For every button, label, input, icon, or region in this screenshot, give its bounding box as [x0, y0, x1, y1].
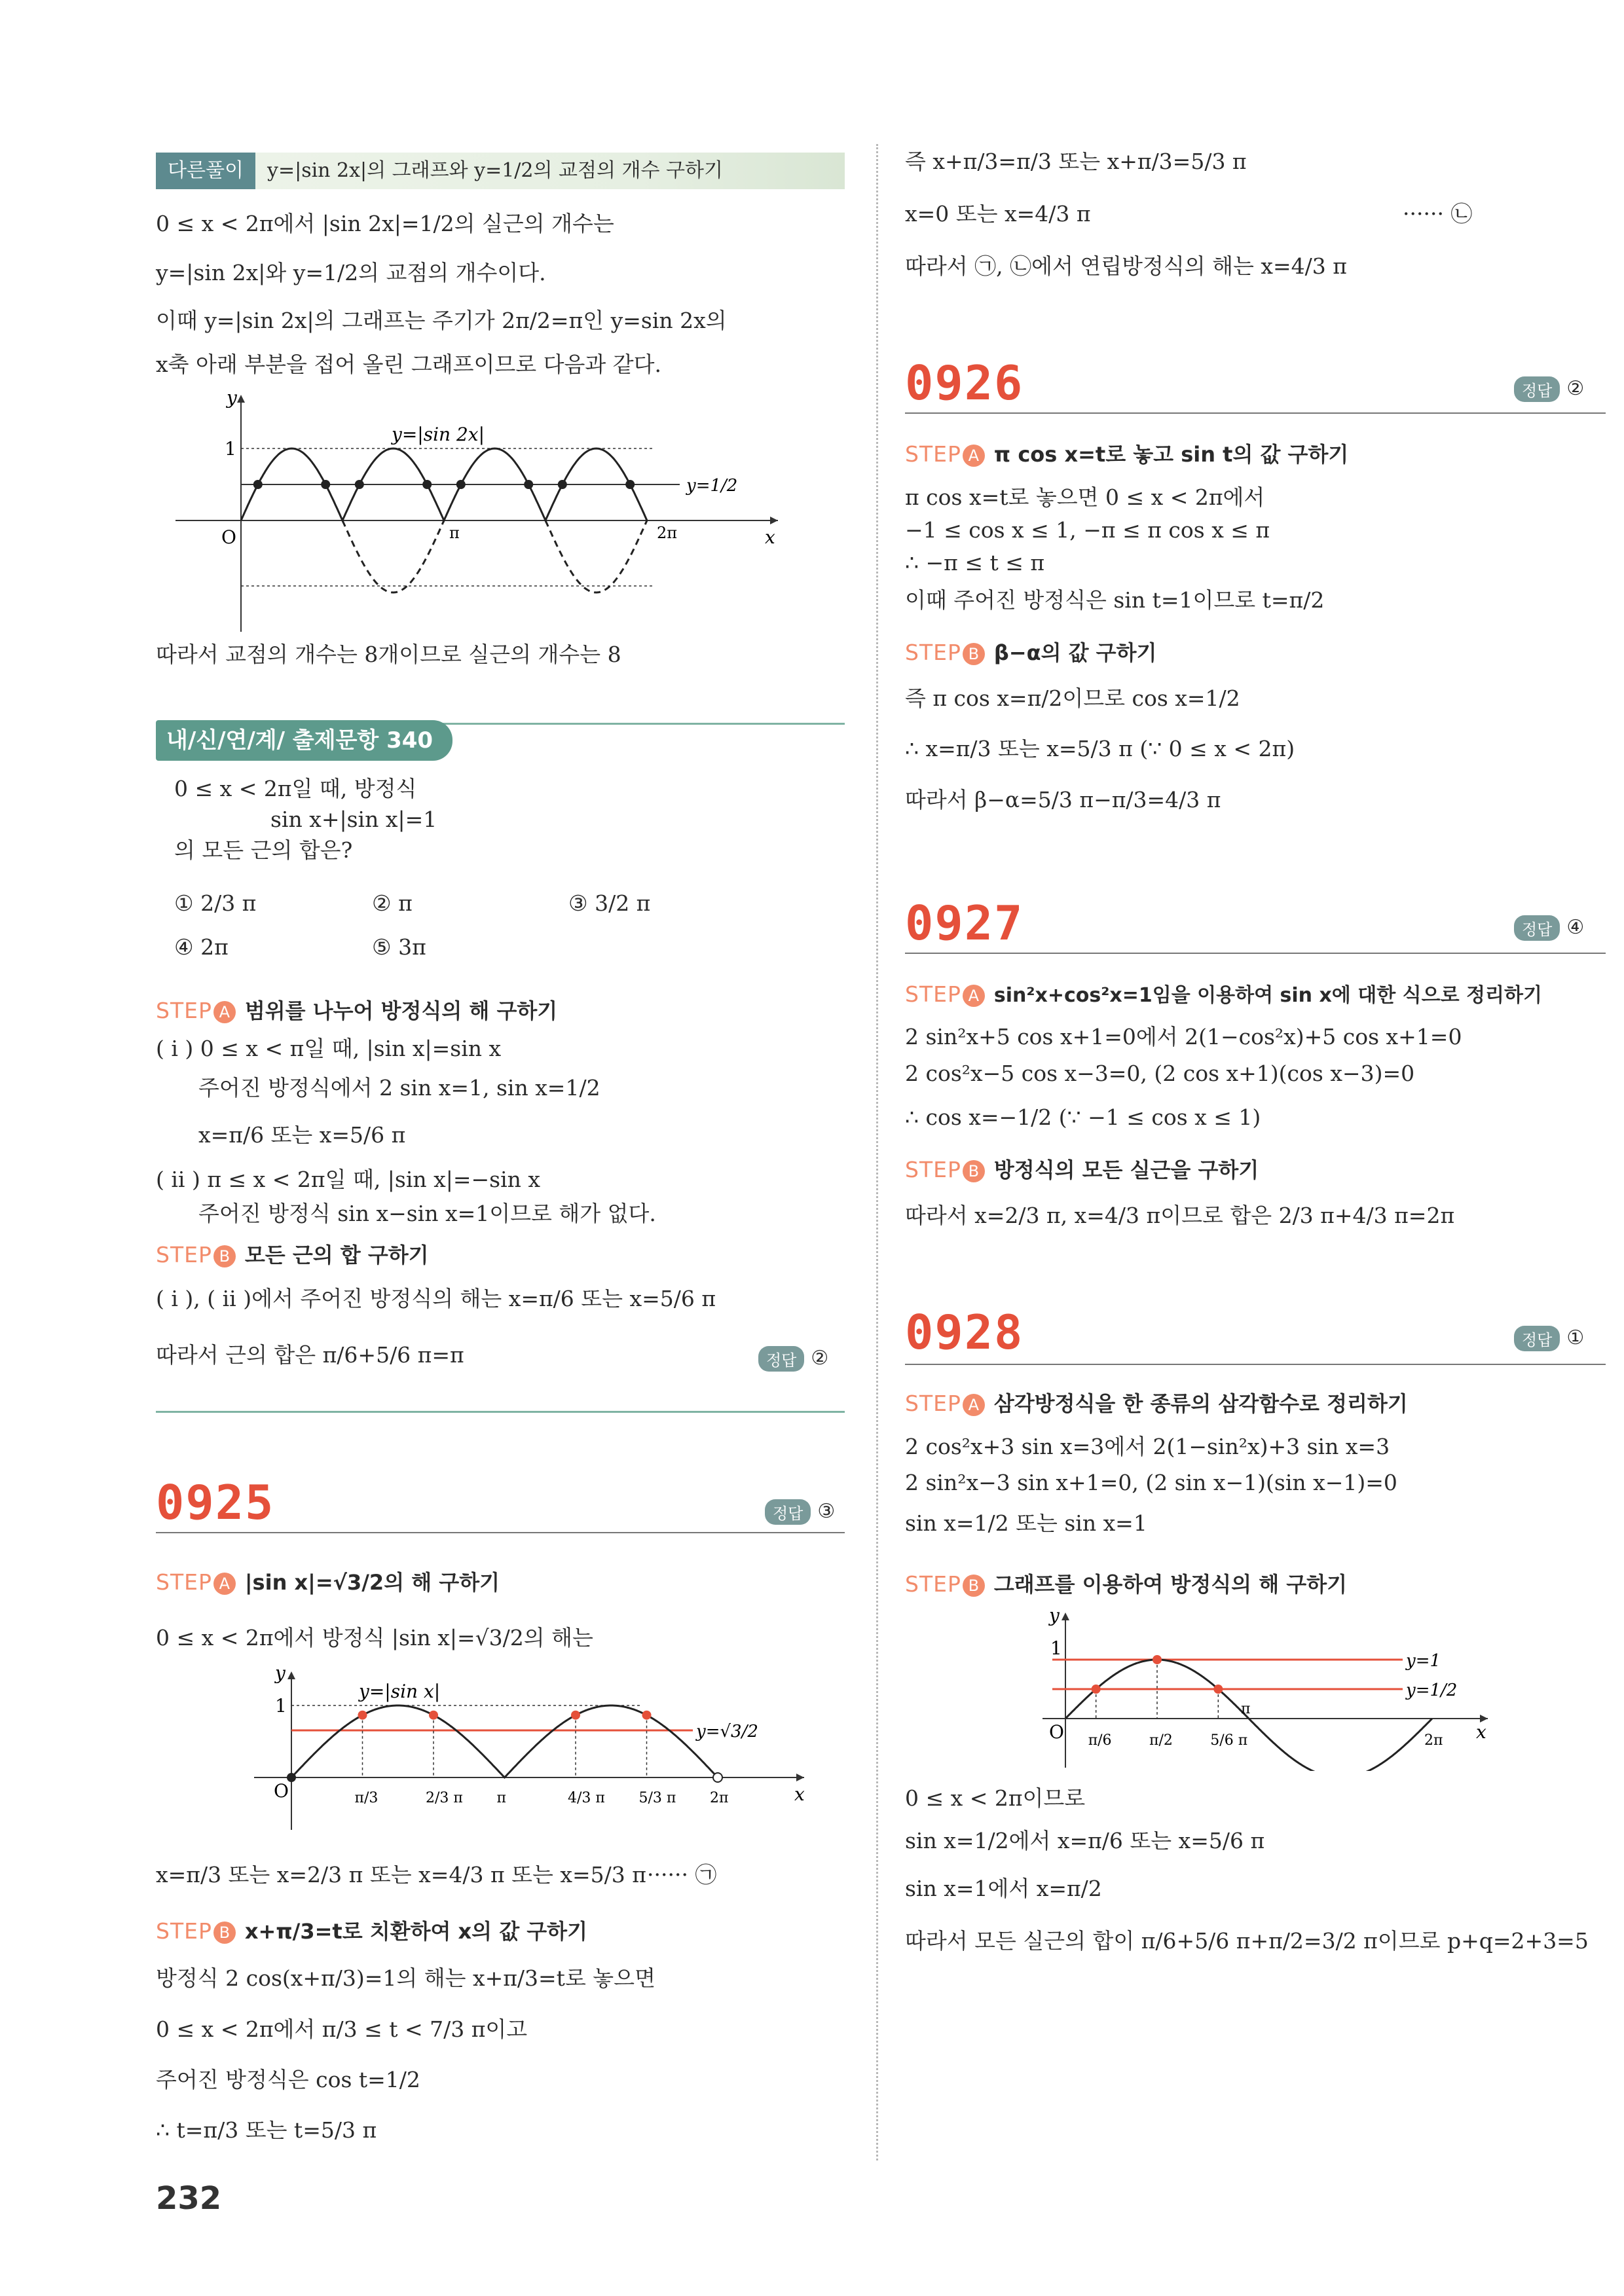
- solution-point: [1092, 1685, 1101, 1694]
- step-word: STEP: [156, 1918, 212, 1944]
- graph3-line2-label: y=1/2: [1406, 1681, 1458, 1700]
- graph2-x-axis-label: x: [794, 1783, 805, 1805]
- step-title: 방정식의 모든 실근을 구하기: [993, 1157, 1259, 1182]
- step-a-letter: A: [213, 1001, 236, 1023]
- graph1-origin: O: [221, 526, 236, 548]
- step-word: STEP: [905, 981, 961, 1007]
- step-title: 그래프를 이용하여 방정식의 해 구하기: [993, 1572, 1348, 1597]
- step-word: STEP: [905, 1157, 961, 1182]
- p0928-step-b-heading: [905, 1570, 1347, 1599]
- step-title: 삼각방정식을 한 종류의 삼각함수로 정리하기: [993, 1391, 1408, 1416]
- step-a-line-1: ( i ) 0 ≤ x < π일 때, |sin x|=sin x: [156, 1036, 502, 1061]
- solution-point: [358, 1711, 367, 1720]
- choice-4: ④ 2π: [174, 934, 229, 960]
- p0928-line-4: 따라서 모든 실근의 합이 π/6+5/6 π+π/2=3/2 π이므로 p+q=2+3=5: [905, 1928, 1589, 1954]
- graph3-tick-label: π/6: [1088, 1732, 1112, 1749]
- problem-line-3: 의 모든 근의 합은?: [174, 837, 353, 863]
- p0925-step-a-heading: [156, 1568, 500, 1597]
- alt-conclusion: 따라서 교점의 개수는 8개이므로 실근의 개수는 8: [156, 642, 621, 667]
- p0925-line-3: 0 ≤ x < 2π에서 π/3 ≤ t < 7/3 π이고: [156, 2016, 528, 2042]
- naesin-end-rule: [156, 1411, 845, 1413]
- graph2-tick-label: 2π: [710, 1790, 729, 1806]
- graph3-origin: O: [1049, 1721, 1064, 1743]
- answer-badge: 정답: [1514, 915, 1560, 941]
- intersection-point: [456, 480, 466, 489]
- step-letter: A: [963, 985, 985, 1007]
- intersection-point: [422, 480, 432, 489]
- graph2-tick-label: 4/3 π: [568, 1790, 605, 1806]
- step-letter: A: [963, 1394, 985, 1416]
- step-b-word: STEP: [156, 1242, 212, 1267]
- graph1-tick-one: 1: [225, 438, 236, 460]
- answer-badge: 정답: [1514, 1326, 1560, 1351]
- cont-mark-2: ······ ㉡: [1403, 201, 1473, 227]
- p0925-sol-line: x=π/3 또는 x=2/3 π 또는 x=4/3 π 또는 x=5/3 π: [156, 1862, 646, 1887]
- step-word: STEP: [905, 1391, 961, 1416]
- graph2-line-label: y=√3/2: [696, 1722, 758, 1741]
- answer-badge: 정답: [1514, 376, 1560, 402]
- naesin-label: 내/신/연/계/ 출제문항 340: [156, 720, 452, 761]
- intersection-point: [355, 480, 364, 489]
- step-title: β−α의 값 구하기: [993, 640, 1157, 665]
- step-title: sin²x+cos²x=1임을 이용하여 sin x에 대한 식으로 정리하기: [993, 984, 1542, 1007]
- choice-5: ⑤ 3π: [372, 934, 426, 960]
- p0927-b-line-1: 따라서 x=2/3 π, x=4/3 π이므로 합은 2/3 π+4/3 π=2π: [905, 1203, 1455, 1228]
- choice-3: ③ 3/2 π: [568, 890, 651, 916]
- problem-rule-0927: [905, 953, 1606, 954]
- graph3-tick-label: π: [1241, 1701, 1251, 1717]
- open-point: [713, 1773, 722, 1782]
- graph2-tick-label: 2/3 π: [426, 1790, 463, 1806]
- graph-sinx-lines: [1036, 1607, 1507, 1771]
- cont-line-3: 따라서 ㉠, ㉡에서 연립방정식의 해는 x=4/3 π: [905, 253, 1347, 279]
- problem-number-0925: 0925: [156, 1475, 275, 1530]
- p0925-line-5: ∴ t=π/3 또는 t=5/3 π: [156, 2117, 377, 2143]
- problem-number-0926: 0926: [905, 355, 1024, 410]
- p0928-step-a-heading: [905, 1389, 1408, 1418]
- p0926-a-line-4: 이때 주어진 방정식은 sin t=1이므로 t=π/2: [905, 587, 1325, 613]
- solution-point: [429, 1711, 438, 1720]
- naesin-answer: [758, 1346, 828, 1372]
- cont-line-2: x=0 또는 x=4/3 π: [905, 201, 1091, 227]
- graph1-tick-2pi: 2π: [657, 524, 678, 542]
- graph2-tick-one: 1: [275, 1695, 287, 1717]
- p0928-line-2: sin x=1/2에서 x=π/6 또는 x=5/6 π: [905, 1828, 1265, 1853]
- step-title: x+π/3=t로 치환하여 x의 값 구하기: [244, 1919, 588, 1944]
- p0925-line-1: 0 ≤ x < 2π에서 방정식 |sin x|=√3/2의 해는: [156, 1625, 593, 1650]
- graph1-tick-pi: π: [449, 524, 460, 542]
- graph1-x-axis-label: x: [765, 526, 775, 548]
- step-letter: B: [213, 1922, 236, 1944]
- graph3-x-axis-label: x: [1476, 1721, 1486, 1743]
- intersection-point: [253, 480, 263, 489]
- graph1-line-label: y=1/2: [686, 476, 738, 496]
- choice-2: ② π: [372, 890, 413, 916]
- answer-value: ④: [1566, 916, 1585, 939]
- p0928-a-line-2: 2 sin²x−3 sin x+1=0, (2 sin x−1)(sin x−1)=0: [905, 1470, 1397, 1495]
- problem-rule-0926: [905, 412, 1606, 414]
- answer-value: ③: [817, 1500, 836, 1523]
- problem-rule-0925: [156, 1532, 845, 1533]
- step-word: STEP: [905, 640, 961, 665]
- intersection-point: [321, 480, 330, 489]
- problem-number-0928: 0928: [905, 1305, 1024, 1360]
- p0926-step-a-heading: [905, 440, 1348, 469]
- step-letter: B: [963, 1575, 985, 1597]
- step-a-line-3: x=π/6 또는 x=5/6 π: [198, 1122, 406, 1148]
- step-a-line-2: 주어진 방정식에서 2 sin x=1, sin x=1/2: [198, 1075, 600, 1101]
- step-b-heading: [156, 1241, 429, 1269]
- answer-0928: [1514, 1326, 1584, 1351]
- solution-point: [642, 1711, 652, 1720]
- p0925-line-4: 주어진 방정식은 cos t=1/2: [156, 2067, 420, 2092]
- p0928-line-3: sin x=1에서 x=π/2: [905, 1876, 1102, 1901]
- problem-rule-0928: [905, 1364, 1606, 1365]
- graph2-tick-label: 5/3 π: [638, 1790, 676, 1806]
- p0928-a-line-1: 2 cos²x+3 sin x=3에서 2(1−sin²x)+3 sin x=3: [905, 1434, 1390, 1459]
- p0927-step-b-heading: [905, 1156, 1259, 1184]
- cont-line-1: 즉 x+π/3=π/3 또는 x+π/3=5/3 π: [905, 149, 1247, 174]
- answer-badge: 정답: [765, 1499, 811, 1525]
- step-b-line-2: 따라서 근의 합은 π/6+5/6 π=π: [156, 1342, 464, 1368]
- p0926-b-line-1: 즉 π cos x=π/2이므로 cos x=1/2: [905, 685, 1240, 711]
- p0926-step-b-heading: [905, 638, 1156, 667]
- step-letter: A: [213, 1573, 236, 1595]
- step-b-letter: B: [213, 1245, 236, 1267]
- step-letter: B: [963, 643, 985, 665]
- step-letter: B: [963, 1160, 985, 1182]
- p0927-a-line-2: 2 cos²x−5 cos x−3=0, (2 cos x+1)(cos x−3)=0: [905, 1061, 1415, 1086]
- graph3-tick-label: π/2: [1149, 1732, 1173, 1749]
- step-a-word: STEP: [156, 998, 212, 1023]
- p0926-b-line-3: 따라서 β−α=5/3 π−π/3=4/3 π: [905, 787, 1221, 812]
- p0926-a-line-1: π cos x=t로 놓으면 0 ≤ x < 2π에서: [905, 484, 1265, 510]
- step-b-line-1: ( i ), ( ii )에서 주어진 방정식의 해는 x=π/6 또는 x=5/6 π: [156, 1286, 716, 1311]
- answer-badge: 정답: [758, 1346, 804, 1372]
- step-letter: A: [963, 445, 985, 467]
- graph3-tick-label: 5/6 π: [1210, 1732, 1248, 1749]
- p0925-mark-1: ······ ㉠: [647, 1862, 717, 1887]
- p0928-line-1: 0 ≤ x < 2π이므로: [905, 1785, 1086, 1811]
- column-divider: [876, 144, 878, 2160]
- solution-point: [571, 1711, 580, 1720]
- intersection-point: [524, 480, 533, 489]
- problem-line-2: sin x+|sin x|=1: [270, 807, 437, 832]
- step-a-title: 범위를 나누어 방정식의 해 구하기: [244, 998, 558, 1023]
- step-word: STEP: [156, 1569, 212, 1595]
- p0925-line-2: 방정식 2 cos(x+π/3)=1의 해는 x+π/3=t로 놓으면: [156, 1965, 655, 1991]
- graph2-tick-label: π/3: [354, 1790, 378, 1806]
- p0927-a-line-1: 2 sin²x+5 cos x+1=0에서 2(1−cos²x)+5 cos x+1=0: [905, 1024, 1462, 1049]
- alt-line-1: 0 ≤ x < 2π에서 |sin 2x|=1/2의 실근의 개수는: [156, 211, 614, 236]
- step-title: |sin x|=√3/2의 해 구하기: [244, 1570, 500, 1595]
- alt-line-4: x축 아래 부분을 접어 올린 그래프이므로 다음과 같다.: [156, 352, 661, 377]
- answer-value: ①: [1566, 1326, 1585, 1349]
- intersection-point: [625, 480, 635, 489]
- p0927-step-a-heading: [905, 980, 1542, 1010]
- alt-solution-label: 다른풀이: [156, 153, 255, 189]
- answer-0927: [1514, 915, 1584, 941]
- graph2-tick-label: π: [496, 1790, 506, 1806]
- graph1-title: y=|sin 2x|: [392, 424, 485, 445]
- p0926-a-line-3: ∴ −π ≤ t ≤ π: [905, 550, 1045, 575]
- choice-1: ① 2/3 π: [174, 890, 257, 916]
- answer-value: ②: [811, 1347, 829, 1370]
- answer-value: ②: [1566, 377, 1585, 400]
- step-b-title: 모든 근의 합 구하기: [244, 1243, 429, 1267]
- alt-line-3: 이때 y=|sin 2x|의 그래프는 주기가 2π/2=π인 y=sin 2x의: [156, 308, 727, 333]
- step-a-line-4: ( ii ) π ≤ x < 2π일 때, |sin x|=−sin x: [156, 1167, 541, 1192]
- answer-0926: [1514, 376, 1584, 402]
- problem-number-0927: 0927: [905, 896, 1024, 951]
- graph1-y-axis-label: y: [227, 387, 237, 409]
- intersection-point: [558, 480, 567, 489]
- graph3-line1-label: y=1: [1406, 1651, 1441, 1671]
- alt-solution-title: y=|sin 2x|의 그래프와 y=1/2의 교점의 개수 구하기: [267, 159, 723, 182]
- step-a-line-5: 주어진 방정식 sin x−sin x=1이므로 해가 없다.: [198, 1201, 656, 1226]
- graph3-tick-one: 1: [1050, 1637, 1062, 1659]
- step-word: STEP: [905, 1571, 961, 1597]
- p0926-b-line-2: ∴ x=π/3 또는 x=5/3 π (∵ 0 ≤ x < 2π): [905, 736, 1295, 761]
- page-number: 232: [156, 2180, 222, 2217]
- graph2-title: y=|sin x|: [359, 1681, 441, 1702]
- step-a-heading: [156, 996, 557, 1025]
- answer-0925: [765, 1499, 835, 1525]
- graph3-tick-label: 2π: [1424, 1732, 1443, 1749]
- graph3-y-axis-label: y: [1049, 1607, 1060, 1626]
- graph-abs-sinx: [234, 1666, 837, 1836]
- alt-line-2: y=|sin 2x|와 y=1/2의 교점의 개수이다.: [156, 260, 546, 285]
- step-title: π cos x=t로 놓고 sin t의 값 구하기: [993, 442, 1349, 467]
- graph-abs-sin2x: [156, 383, 837, 638]
- p0926-a-line-2: −1 ≤ cos x ≤ 1, −π ≤ π cos x ≤ π: [905, 517, 1270, 543]
- p0928-a-line-3: sin x=1/2 또는 sin x=1: [905, 1510, 1147, 1536]
- problem-line-1: 0 ≤ x < 2π일 때, 방정식: [174, 776, 417, 801]
- solution-point: [1213, 1685, 1223, 1694]
- step-word: STEP: [905, 441, 961, 467]
- graph2-y-axis-label: y: [275, 1666, 286, 1684]
- p0927-a-line-3: ∴ cos x=−1/2 (∵ −1 ≤ cos x ≤ 1): [905, 1104, 1261, 1130]
- solution-point: [1153, 1655, 1162, 1664]
- graph2-origin: O: [274, 1780, 289, 1802]
- p0925-step-b-heading: [156, 1917, 587, 1946]
